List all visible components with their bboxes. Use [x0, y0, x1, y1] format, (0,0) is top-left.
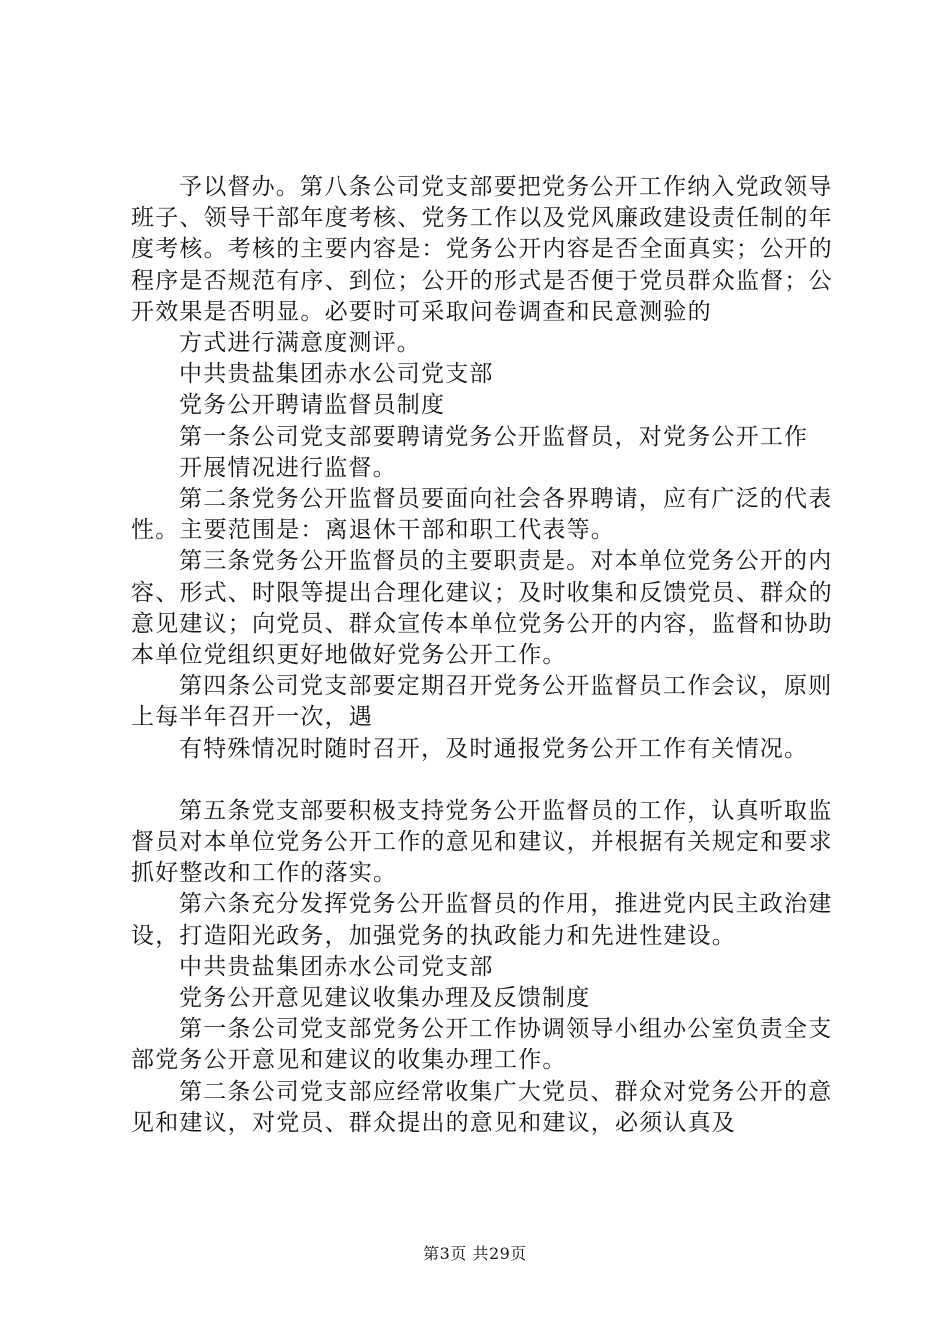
paragraph-feedback-article-1: 第一条公司党支部党务公开工作协调领导小组办公室负责全支部党务公开意见和建议的收集办理工作。	[131, 1016, 833, 1074]
paragraph-article-1: 第一条公司党支部要聘请党务公开监督员，对党务公开工作	[179, 423, 809, 450]
paragraph-gap	[131, 765, 851, 796]
paragraph-feedback-article-2: 第二条公司党支部应经常收集广大党员、群众对党务公开的意见和建议，对党员、群众提出的意见和建议，必须认真及	[131, 1078, 833, 1136]
paragraph-article-4: 第四条公司党支部要定期召开党务公开监督员工作会议，原则上每半年召开一次，遇	[131, 673, 833, 731]
document-body	[131, 172, 851, 1139]
paragraph-supervision-handling: 予以督办。第八条公司党支部要把党务公开工作纳入党政领导班子、领导干部年度考核、党务工作以及党风廉政建设责任制的年度考核。考核的主要内容是：党务公开内容是否全面真实；公开的程序是否规范有序、到位；公开的形式是否便于党员群众监督；公开效果是否明显。必要时可采取问卷调查和民意测验的	[131, 174, 833, 325]
section-title-feedback-system: 党务公开意见建议收集办理及反馈制度	[179, 985, 591, 1012]
paragraph-article-3: 第三条党务公开监督员的主要职责是。对本单位党务公开的内容、形式、时限等提出合理化建议；及时收集和反馈党员、群众的意见建议；向党员、群众宣传本单位党务公开的内容，监督和协助本单位党组织更好地做好党务公开工作。	[131, 548, 833, 669]
page-number-footer: 第3页 共29页	[423, 1244, 527, 1263]
paragraph-article-1-cont: 开展情况进行监督。	[179, 454, 397, 481]
paragraph-article-4-cont: 有特殊情况时随时召开，及时通报党务公开工作有关情况。	[179, 735, 809, 762]
signature-org-2: 中共贵盐集团赤水公司党支部	[179, 953, 494, 980]
section-title-supervisor-system: 党务公开聘请监督员制度	[179, 392, 446, 419]
paragraph-satisfaction-evaluation: 方式进行满意度测评。	[179, 330, 421, 357]
signature-org-1: 中共贵盐集团赤水公司党支部	[179, 361, 494, 388]
paragraph-article-6: 第六条充分发挥党务公开监督员的作用，推进党内民主政治建设，打造阳光政务，加强党务的执政能力和先进性建设。	[131, 891, 833, 949]
paragraph-article-2: 第二条党务公开监督员要面向社会各界聘请，应有广泛的代表性。主要范围是：离退休干部和职工代表等。	[131, 486, 833, 544]
paragraph-article-5: 第五条党支部要积极支持党务公开监督员的工作，认真听取监督员对本单位党务公开工作的意见和建议，并根据有关规定和要求抓好整改和工作的落实。	[131, 797, 833, 887]
